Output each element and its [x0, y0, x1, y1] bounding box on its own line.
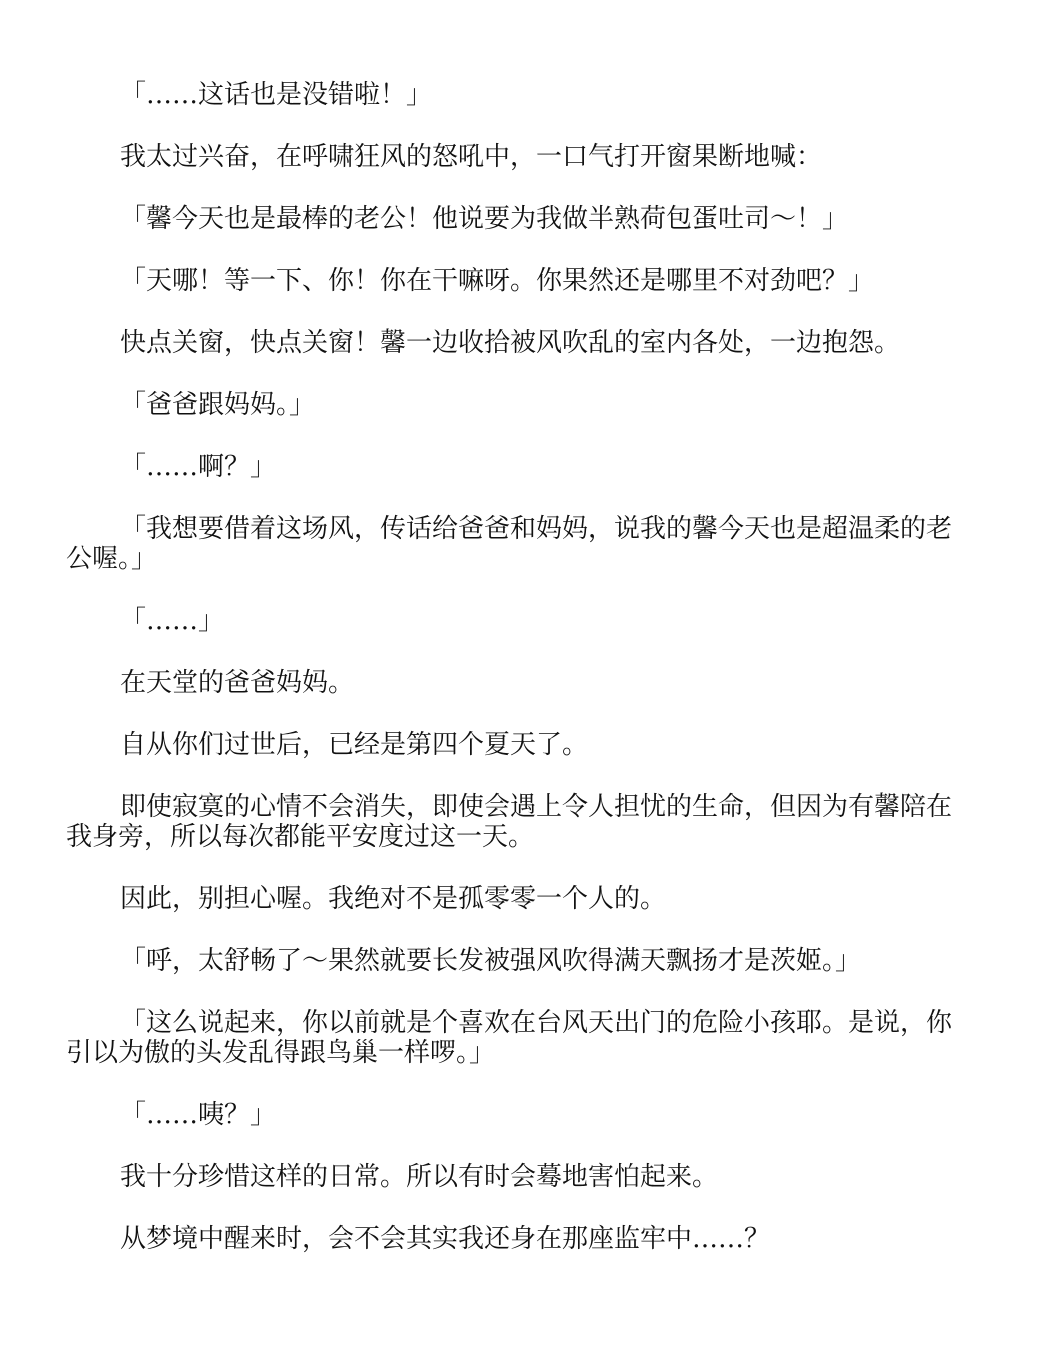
paragraph-8: 「我想要借着这场风，传话给爸爸和妈妈，说我的馨今天也是超温柔的老公喔。」 [66, 514, 953, 574]
paragraph-1: 「……这话也是没错啦！」 [120, 80, 433, 110]
paragraph-18: 从梦境中醒来时，会不会其实我还身在那座监牢中……？ [120, 1224, 771, 1254]
paragraph-13: 因此，别担心喔。我绝对不是孤零零一个人的。 [120, 884, 667, 914]
paragraph-4: 「天哪！等一下、你！你在干嘛呀。你果然还是哪里不对劲吧？」 [120, 266, 875, 296]
paragraph-10: 在天堂的爸爸妈妈。 [120, 668, 355, 698]
paragraph-16: 「……咦？」 [120, 1100, 277, 1130]
paragraph-3: 「馨今天也是最棒的老公！他说要为我做半熟荷包蛋吐司～！」 [120, 204, 849, 234]
paragraph-12: 即使寂寞的心情不会消失，即使会遇上令人担忧的生命，但因为有馨陪在我身旁，所以每次都能平安度过这一天。 [66, 792, 953, 852]
paragraph-11: 自从你们过世后，已经是第四个夏天了。 [120, 730, 589, 760]
paragraph-9: 「……」 [120, 606, 225, 636]
paragraph-6: 「爸爸跟妈妈。」 [120, 390, 316, 420]
paragraph-15: 「这么说起来，你以前就是个喜欢在台风天出门的危险小孩耶。是说，你引以为傲的头发乱得跟鸟巢一样啰。」 [66, 1008, 953, 1068]
paragraph-7: 「……啊？」 [120, 452, 277, 482]
paragraph-5: 快点关窗，快点关窗！馨一边收拾被风吹乱的室内各处，一边抱怨。 [120, 328, 901, 358]
document-body [66, 80, 976, 1286]
paragraph-2: 我太过兴奋，在呼啸狂风的怒吼中，一口气打开窗果断地喊： [120, 142, 823, 172]
paragraph-17: 我十分珍惜这样的日常。所以有时会蓦地害怕起来。 [120, 1162, 719, 1192]
paragraph-14: 「呼，太舒畅了～果然就要长发被强风吹得满天飘扬才是茨姬。」 [120, 946, 862, 976]
